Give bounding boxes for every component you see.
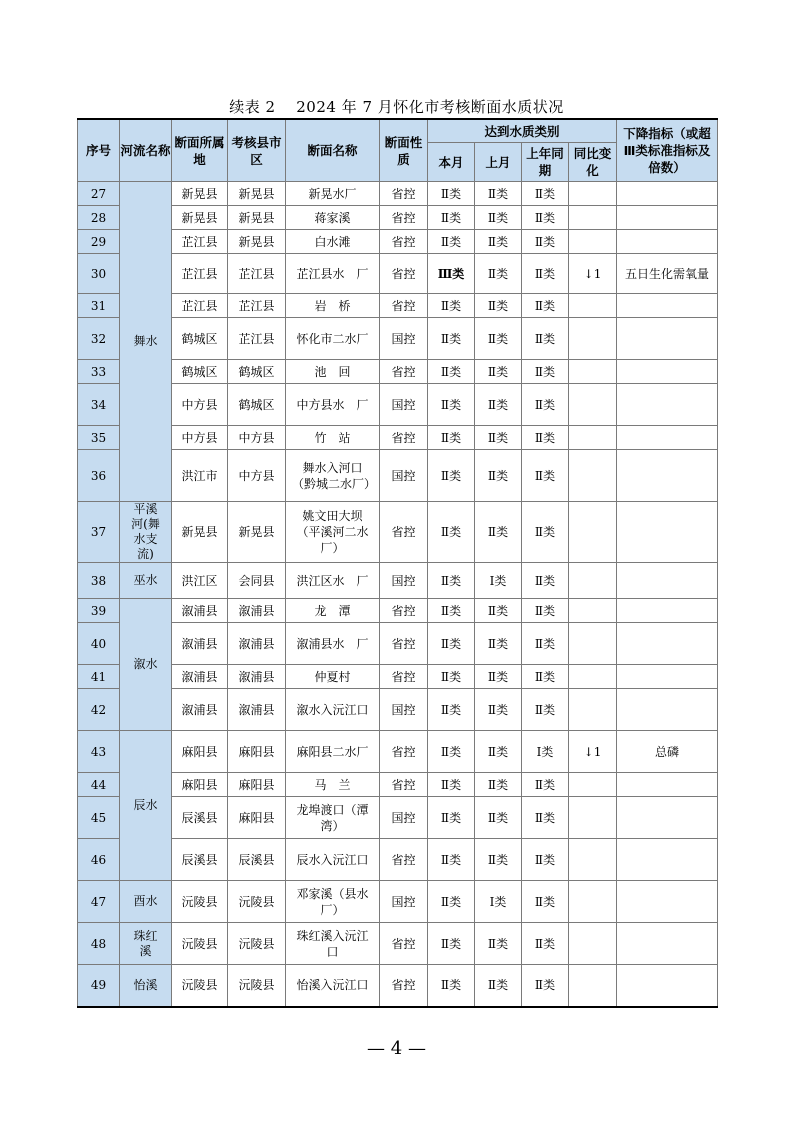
cell-section-nature: 省控 [380, 294, 428, 318]
header-last-year: 上年同期 [522, 143, 569, 182]
header-water-class-group: 达到水质类别 [428, 119, 617, 143]
cell-assess: 中方县 [228, 450, 286, 502]
cell-this-month: Ⅱ类 [428, 881, 475, 923]
cell-yoy [569, 623, 617, 665]
cell-last-year: Ⅱ类 [522, 384, 569, 426]
cell-assess: 麻阳县 [228, 797, 286, 839]
cell-assess: 新晃县 [228, 182, 286, 206]
table-row [78, 206, 718, 230]
cell-yoy [569, 839, 617, 881]
table-title: 续表 2 2024 年 7 月怀化市考核断面水质状况 [229, 98, 564, 116]
cell-last-year: Ⅱ类 [522, 254, 569, 294]
cell-last-year: Ⅱ类 [522, 230, 569, 254]
cell-last-month: Ⅱ类 [475, 665, 522, 689]
cell-last-year: Ⅱ类 [522, 426, 569, 450]
cell-indicator [617, 563, 718, 599]
cell-last-month: Ⅱ类 [475, 182, 522, 206]
cell-seq: 32 [78, 318, 120, 360]
cell-last-year: Ⅱ类 [522, 689, 569, 731]
table-row [78, 426, 718, 450]
cell-section-nature: 省控 [380, 182, 428, 206]
cell-this-month: Ⅱ类 [428, 773, 475, 797]
table-row [78, 318, 718, 360]
cell-belong: 鹤城区 [172, 318, 228, 360]
cell-section-name: 邓家溪（县水厂） [286, 881, 380, 923]
cell-seq: 33 [78, 360, 120, 384]
page-number: — 4 — [367, 1038, 426, 1059]
cell-indicator: 总磷 [617, 731, 718, 773]
table-row [78, 923, 718, 965]
cell-river: 巫水 [120, 563, 172, 599]
cell-section-name: 怡溪入沅江口 [286, 965, 380, 1007]
cell-river: 珠红溪 [120, 923, 172, 965]
table-row [78, 599, 718, 623]
cell-last-year: Ⅱ类 [522, 623, 569, 665]
cell-indicator [617, 923, 718, 965]
cell-this-month: Ⅱ类 [428, 797, 475, 839]
cell-last-year: Ⅱ类 [522, 965, 569, 1007]
cell-this-month: Ⅱ类 [428, 360, 475, 384]
cell-belong: 麻阳县 [172, 731, 228, 773]
cell-section-name: 龙埠渡口（潭湾） [286, 797, 380, 839]
cell-last-year: Ⅱ类 [522, 563, 569, 599]
header-seq: 序号 [78, 119, 120, 182]
cell-seq: 35 [78, 426, 120, 450]
cell-this-month: Ⅱ类 [428, 599, 475, 623]
cell-seq: 34 [78, 384, 120, 426]
table-row [78, 294, 718, 318]
cell-seq: 49 [78, 965, 120, 1007]
header-section-name: 断面名称 [286, 119, 380, 182]
cell-assess: 溆浦县 [228, 689, 286, 731]
cell-section-name: 辰水入沅江口 [286, 839, 380, 881]
cell-last-year: Ⅰ类 [522, 731, 569, 773]
cell-section-nature: 省控 [380, 206, 428, 230]
cell-last-month: Ⅱ类 [475, 254, 522, 294]
cell-assess: 麻阳县 [228, 731, 286, 773]
cell-section-nature: 国控 [380, 450, 428, 502]
header-this-month: 本月 [428, 143, 475, 182]
cell-yoy [569, 923, 617, 965]
cell-assess: 中方县 [228, 426, 286, 450]
cell-section-nature: 省控 [380, 599, 428, 623]
cell-yoy [569, 182, 617, 206]
cell-belong: 麻阳县 [172, 773, 228, 797]
cell-seq: 39 [78, 599, 120, 623]
cell-last-month: Ⅱ类 [475, 923, 522, 965]
water-quality-table [77, 118, 718, 1008]
cell-seq: 47 [78, 881, 120, 923]
table-row [78, 360, 718, 384]
cell-section-nature: 省控 [380, 839, 428, 881]
cell-seq: 30 [78, 254, 120, 294]
cell-section-nature: 省控 [380, 923, 428, 965]
cell-section-nature: 国控 [380, 384, 428, 426]
cell-belong: 沅陵县 [172, 923, 228, 965]
cell-last-year: Ⅱ类 [522, 206, 569, 230]
cell-section-nature: 国控 [380, 563, 428, 599]
cell-section-name: 池 回 [286, 360, 380, 384]
cell-belong: 芷江县 [172, 294, 228, 318]
cell-indicator [617, 318, 718, 360]
cell-last-year: Ⅱ类 [522, 923, 569, 965]
cell-yoy: ↓1 [569, 731, 617, 773]
cell-indicator [617, 230, 718, 254]
cell-seq: 38 [78, 563, 120, 599]
cell-belong: 新晃县 [172, 502, 228, 563]
table-row [78, 965, 718, 1007]
cell-section-name: 珠红溪入沅江口 [286, 923, 380, 965]
cell-river: 溆水 [120, 599, 172, 731]
cell-section-name: 马 兰 [286, 773, 380, 797]
cell-indicator [617, 689, 718, 731]
cell-indicator [617, 384, 718, 426]
table-row [78, 384, 718, 426]
table-row [78, 773, 718, 797]
cell-last-month: Ⅱ类 [475, 623, 522, 665]
cell-assess: 溆浦县 [228, 599, 286, 623]
cell-last-month: Ⅱ类 [475, 599, 522, 623]
table-row [78, 230, 718, 254]
cell-yoy [569, 360, 617, 384]
cell-seq: 42 [78, 689, 120, 731]
cell-last-year: Ⅱ类 [522, 318, 569, 360]
cell-belong: 沅陵县 [172, 881, 228, 923]
cell-this-month: Ⅱ类 [428, 839, 475, 881]
cell-indicator [617, 965, 718, 1007]
cell-yoy [569, 881, 617, 923]
cell-last-month: Ⅱ类 [475, 502, 522, 563]
cell-seq: 40 [78, 623, 120, 665]
cell-section-name: 溆浦县水 厂 [286, 623, 380, 665]
table-row [78, 623, 718, 665]
cell-last-year: Ⅱ类 [522, 839, 569, 881]
cell-belong: 鹤城区 [172, 360, 228, 384]
cell-assess: 溆浦县 [228, 665, 286, 689]
cell-last-year: Ⅱ类 [522, 797, 569, 839]
cell-last-year: Ⅱ类 [522, 881, 569, 923]
cell-last-month: Ⅱ类 [475, 731, 522, 773]
cell-last-month: Ⅱ类 [475, 965, 522, 1007]
cell-indicator [617, 665, 718, 689]
cell-belong: 新晃县 [172, 206, 228, 230]
cell-yoy [569, 450, 617, 502]
cell-last-month: Ⅱ类 [475, 450, 522, 502]
cell-last-year: Ⅱ类 [522, 182, 569, 206]
cell-section-nature: 省控 [380, 360, 428, 384]
cell-last-year: Ⅱ类 [522, 360, 569, 384]
cell-last-month: Ⅱ类 [475, 318, 522, 360]
cell-assess: 芷江县 [228, 318, 286, 360]
cell-belong: 溆浦县 [172, 623, 228, 665]
cell-section-name: 白水滩 [286, 230, 380, 254]
cell-section-name: 新晃水厂 [286, 182, 380, 206]
cell-last-month: Ⅰ类 [475, 881, 522, 923]
cell-assess: 新晃县 [228, 206, 286, 230]
cell-belong: 溆浦县 [172, 599, 228, 623]
cell-this-month: Ⅱ类 [428, 665, 475, 689]
table-row [78, 731, 718, 773]
cell-this-month: Ⅱ类 [428, 689, 475, 731]
cell-seq: 28 [78, 206, 120, 230]
cell-indicator [617, 426, 718, 450]
cell-assess: 溆浦县 [228, 623, 286, 665]
cell-seq: 37 [78, 502, 120, 563]
cell-river: 平溪河(舞水支流) [120, 502, 172, 563]
cell-seq: 44 [78, 773, 120, 797]
cell-assess: 麻阳县 [228, 773, 286, 797]
cell-last-month: Ⅱ类 [475, 206, 522, 230]
cell-yoy [569, 502, 617, 563]
cell-section-name: 芷江县水 厂 [286, 254, 380, 294]
cell-this-month: Ⅱ类 [428, 426, 475, 450]
cell-last-month: Ⅱ类 [475, 384, 522, 426]
cell-last-month: Ⅱ类 [475, 294, 522, 318]
cell-yoy [569, 689, 617, 731]
cell-section-nature: 省控 [380, 965, 428, 1007]
cell-indicator [617, 599, 718, 623]
cell-belong: 溆浦县 [172, 665, 228, 689]
cell-assess: 沅陵县 [228, 965, 286, 1007]
cell-river: 怡溪 [120, 965, 172, 1007]
table-row [78, 254, 718, 294]
table-row [78, 502, 718, 563]
cell-seq: 29 [78, 230, 120, 254]
cell-section-nature: 省控 [380, 623, 428, 665]
cell-indicator [617, 294, 718, 318]
cell-indicator [617, 623, 718, 665]
cell-last-month: Ⅱ类 [475, 689, 522, 731]
cell-yoy: ↓1 [569, 254, 617, 294]
cell-section-name: 蒋家溪 [286, 206, 380, 230]
cell-belong: 洪江区 [172, 563, 228, 599]
cell-section-name: 竹 站 [286, 426, 380, 450]
cell-section-name: 中方县水 厂 [286, 384, 380, 426]
cell-last-month: Ⅱ类 [475, 773, 522, 797]
cell-last-year: Ⅱ类 [522, 599, 569, 623]
cell-section-nature: 省控 [380, 230, 428, 254]
cell-this-month: Ⅱ类 [428, 965, 475, 1007]
cell-seq: 31 [78, 294, 120, 318]
cell-last-year: Ⅱ类 [522, 294, 569, 318]
table-row [78, 881, 718, 923]
cell-section-nature: 省控 [380, 665, 428, 689]
cell-seq: 45 [78, 797, 120, 839]
cell-indicator [617, 450, 718, 502]
cell-this-month: Ⅱ类 [428, 623, 475, 665]
cell-seq: 43 [78, 731, 120, 773]
header-assess: 考核县市区 [228, 119, 286, 182]
cell-last-year: Ⅱ类 [522, 665, 569, 689]
cell-assess: 新晃县 [228, 502, 286, 563]
table-row [78, 839, 718, 881]
cell-this-month: Ⅱ类 [428, 563, 475, 599]
cell-this-month: Ⅱ类 [428, 318, 475, 360]
cell-indicator [617, 773, 718, 797]
table-row [78, 689, 718, 731]
cell-section-nature: 国控 [380, 881, 428, 923]
cell-last-month: Ⅱ类 [475, 360, 522, 384]
cell-yoy [569, 294, 617, 318]
table-row [78, 797, 718, 839]
header-indicator: 下降指标（或超Ⅲ类标准指标及倍数） [617, 119, 718, 182]
header-last-month: 上月 [475, 143, 522, 182]
cell-belong: 洪江市 [172, 450, 228, 502]
cell-belong: 芷江县 [172, 230, 228, 254]
cell-seq: 46 [78, 839, 120, 881]
cell-this-month: Ⅱ类 [428, 384, 475, 426]
cell-assess: 鹤城区 [228, 384, 286, 426]
cell-river: 辰水 [120, 731, 172, 881]
table-row [78, 563, 718, 599]
cell-indicator [617, 360, 718, 384]
cell-section-nature: 国控 [380, 797, 428, 839]
cell-yoy [569, 206, 617, 230]
cell-yoy [569, 563, 617, 599]
cell-belong: 新晃县 [172, 182, 228, 206]
cell-assess: 沅陵县 [228, 881, 286, 923]
cell-this-month: Ⅱ类 [428, 294, 475, 318]
cell-section-nature: 省控 [380, 426, 428, 450]
cell-section-name: 仲夏村 [286, 665, 380, 689]
cell-indicator [617, 797, 718, 839]
table-row [78, 665, 718, 689]
cell-this-month: Ⅱ类 [428, 923, 475, 965]
cell-indicator [617, 502, 718, 563]
cell-assess: 新晃县 [228, 230, 286, 254]
cell-last-month: Ⅰ类 [475, 563, 522, 599]
cell-this-month: Ⅱ类 [428, 206, 475, 230]
cell-assess: 沅陵县 [228, 923, 286, 965]
cell-belong: 芷江县 [172, 254, 228, 294]
cell-last-month: Ⅱ类 [475, 426, 522, 450]
cell-assess: 芷江县 [228, 254, 286, 294]
cell-belong: 中方县 [172, 384, 228, 426]
header-river: 河流名称 [120, 119, 172, 182]
cell-this-month: Ⅱ类 [428, 182, 475, 206]
cell-section-nature: 省控 [380, 254, 428, 294]
cell-seq: 48 [78, 923, 120, 965]
cell-indicator [617, 206, 718, 230]
table-row [78, 450, 718, 502]
cell-belong: 辰溪县 [172, 839, 228, 881]
cell-seq: 27 [78, 182, 120, 206]
cell-yoy [569, 773, 617, 797]
cell-this-month: Ⅱ类 [428, 230, 475, 254]
cell-belong: 溆浦县 [172, 689, 228, 731]
cell-section-nature: 国控 [380, 318, 428, 360]
cell-section-nature: 省控 [380, 502, 428, 563]
cell-assess: 辰溪县 [228, 839, 286, 881]
cell-yoy [569, 426, 617, 450]
cell-section-name: 舞水入河口（黔城二水厂） [286, 450, 380, 502]
cell-yoy [569, 318, 617, 360]
cell-last-year: Ⅱ类 [522, 502, 569, 563]
cell-indicator: 五日生化需氧量 [617, 254, 718, 294]
cell-section-nature: 省控 [380, 731, 428, 773]
cell-yoy [569, 797, 617, 839]
cell-river: 酉水 [120, 881, 172, 923]
table-row [78, 182, 718, 206]
header-section-nature: 断面性质 [380, 119, 428, 182]
cell-yoy [569, 665, 617, 689]
cell-this-month: Ⅲ类 [428, 254, 475, 294]
cell-section-name: 洪江区水 厂 [286, 563, 380, 599]
cell-section-nature: 国控 [380, 689, 428, 731]
cell-indicator [617, 881, 718, 923]
cell-yoy [569, 599, 617, 623]
cell-yoy [569, 384, 617, 426]
cell-section-name: 怀化市二水厂 [286, 318, 380, 360]
cell-indicator [617, 182, 718, 206]
cell-seq: 36 [78, 450, 120, 502]
cell-section-name: 龙 潭 [286, 599, 380, 623]
cell-belong: 辰溪县 [172, 797, 228, 839]
header-yoy: 同比变化 [569, 143, 617, 182]
cell-assess: 芷江县 [228, 294, 286, 318]
cell-this-month: Ⅱ类 [428, 502, 475, 563]
cell-assess: 会同县 [228, 563, 286, 599]
cell-seq: 41 [78, 665, 120, 689]
cell-section-name: 麻阳县二水厂 [286, 731, 380, 773]
cell-last-month: Ⅱ类 [475, 839, 522, 881]
cell-yoy [569, 230, 617, 254]
cell-section-name: 岩 桥 [286, 294, 380, 318]
header-belong: 断面所属地 [172, 119, 228, 182]
cell-assess: 鹤城区 [228, 360, 286, 384]
cell-river: 舞水 [120, 182, 172, 502]
cell-this-month: Ⅱ类 [428, 450, 475, 502]
cell-section-name: 溆水入沅江口 [286, 689, 380, 731]
cell-belong: 沅陵县 [172, 965, 228, 1007]
cell-indicator [617, 839, 718, 881]
cell-last-year: Ⅱ类 [522, 450, 569, 502]
cell-section-nature: 省控 [380, 773, 428, 797]
cell-section-name: 姚文田大坝（平溪河二水厂） [286, 502, 380, 563]
cell-yoy [569, 965, 617, 1007]
cell-last-month: Ⅱ类 [475, 797, 522, 839]
cell-belong: 中方县 [172, 426, 228, 450]
cell-last-month: Ⅱ类 [475, 230, 522, 254]
cell-this-month: Ⅱ类 [428, 731, 475, 773]
cell-last-year: Ⅱ类 [522, 773, 569, 797]
